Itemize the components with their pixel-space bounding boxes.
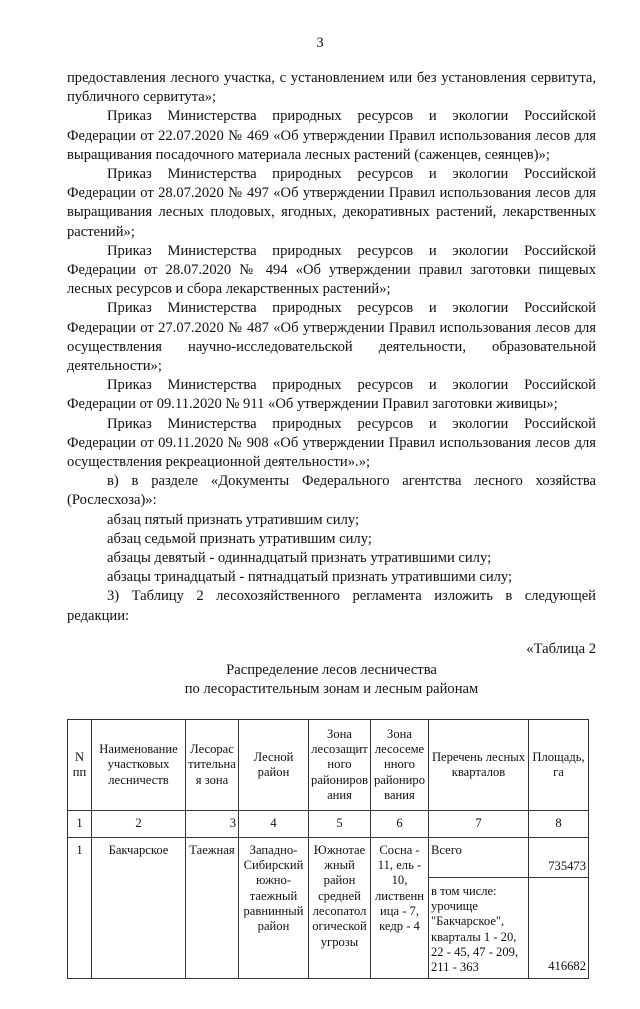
header-cell: Зона лесозащитного районирования — [309, 719, 371, 810]
seed-zone: Сосна - 11, ель - 10, лиственница - 7, кедр - 4 — [371, 837, 429, 978]
forest-zone: Таежная — [186, 837, 239, 978]
forestry-name: Бакчарское — [92, 837, 186, 978]
column-number: 6 — [371, 810, 429, 837]
header-cell: Площадь, га — [529, 719, 589, 810]
column-number: 7 — [429, 810, 529, 837]
paragraph: абзацы тринадцатый - пятнадцатый признать утратившими силу; — [107, 569, 513, 586]
column-number: 8 — [529, 810, 589, 837]
header-cell: Наименование участковых лесничеств — [92, 719, 186, 810]
table-title-line: Распределение лесов лесничества — [226, 661, 437, 678]
paragraph: 3) Таблицу 2 лесохозяйственного регламента изложить в следующей редакции: — [67, 588, 596, 624]
paragraph: предоставления лесного участка, с установлением или без установления сервитута, публичного сервитута»; — [67, 70, 596, 106]
header-row — [68, 719, 589, 810]
header-cell: Зона лесосеменного районирования — [371, 719, 429, 810]
paragraph: Приказ Министерства природных ресурсов и экологии Российской Федерации от 28.07.2020 № 497 «Об утверждении Правил использования лесов для выращивания лесных плодовых, ягодных, декоративных растений, лекарственных растений»; — [67, 166, 596, 240]
paragraph: Приказ Министерства природных ресурсов и экологии Российской Федерации от 09.11.2020 № 911 «Об утверждении Правил заготовки живицы»; — [67, 377, 596, 413]
paragraph: абзац седьмой признать утратившим силу; — [107, 530, 372, 547]
column-number: 1 — [68, 810, 92, 837]
column-number-row — [68, 810, 589, 837]
body-text — [67, 69, 596, 626]
paragraph: Приказ Министерства природных ресурсов и экологии Российской Федерации от 27.07.2020 № 487 «Об утверждении Правил использования лесов для осуществления научно-исследовательской деятельности, образовательной деятельности»; — [67, 300, 596, 375]
page-number: 3 — [316, 35, 324, 51]
area-detail: 416682 — [529, 877, 589, 978]
paragraph: Приказ Министерства природных ресурсов и экологии Российской Федерации от 09.11.2020 № 908 «Об утверждении Правил использования лесов для осуществления рекреационной деятельности».»; — [67, 415, 596, 471]
header-cell: Лесной район — [239, 719, 309, 810]
paragraph: Приказ Министерства природных ресурсов и экологии Российской Федерации от 28.07.2020 № 494 «Об утверждении правил заготовки пищевых лесных ресурсов и сбора лекарственных растений»; — [67, 242, 596, 298]
quarters-total: Всего — [429, 837, 529, 877]
table-row — [68, 837, 589, 877]
header-cell: Лесорастительная зона — [186, 719, 239, 810]
column-number: 2 — [92, 810, 186, 837]
paragraph: Приказ Министерства природных ресурсов и экологии Российской Федерации от 22.07.2020 № 469 «Об утверждении Правил использования лесов для выращивания посадочного материала лесных растений (саженцев, сеянцев)»; — [67, 108, 596, 163]
header-cell: N пп — [68, 719, 92, 810]
paragraph: в) в разделе «Документы Федерального агентства лесного хозяйства (Рослесхоза)»: — [67, 473, 596, 509]
protection-zone: Южнотаежный район средней лесопатологической угрозы — [309, 837, 371, 978]
quarters-detail: в том числе: урочище "Бакчарское", кварталы 1 - 20, 22 - 45, 47 - 209, 211 - 363 — [429, 877, 529, 978]
header-cell: Перечень лесных кварталов — [429, 719, 529, 810]
area-total: 735473 — [529, 837, 589, 877]
paragraph: абзацы девятый - одиннадцатый признать утратившими силу; — [107, 550, 492, 567]
column-number: 4 — [239, 810, 309, 837]
column-number: 5 — [309, 810, 371, 837]
column-number: 3 — [186, 810, 239, 837]
paragraph: абзац пятый признать утратившим силу; — [107, 511, 360, 528]
forest-district: Западно-Сибирский южно-таежный равнинный район — [239, 837, 309, 978]
table-label: «Таблица 2 — [526, 640, 596, 657]
forest-distribution-table — [67, 719, 589, 979]
table-title — [67, 661, 596, 699]
table-title-line: по лесорастительным зонам и лесным районам — [184, 680, 479, 697]
row-number: 1 — [68, 837, 92, 978]
